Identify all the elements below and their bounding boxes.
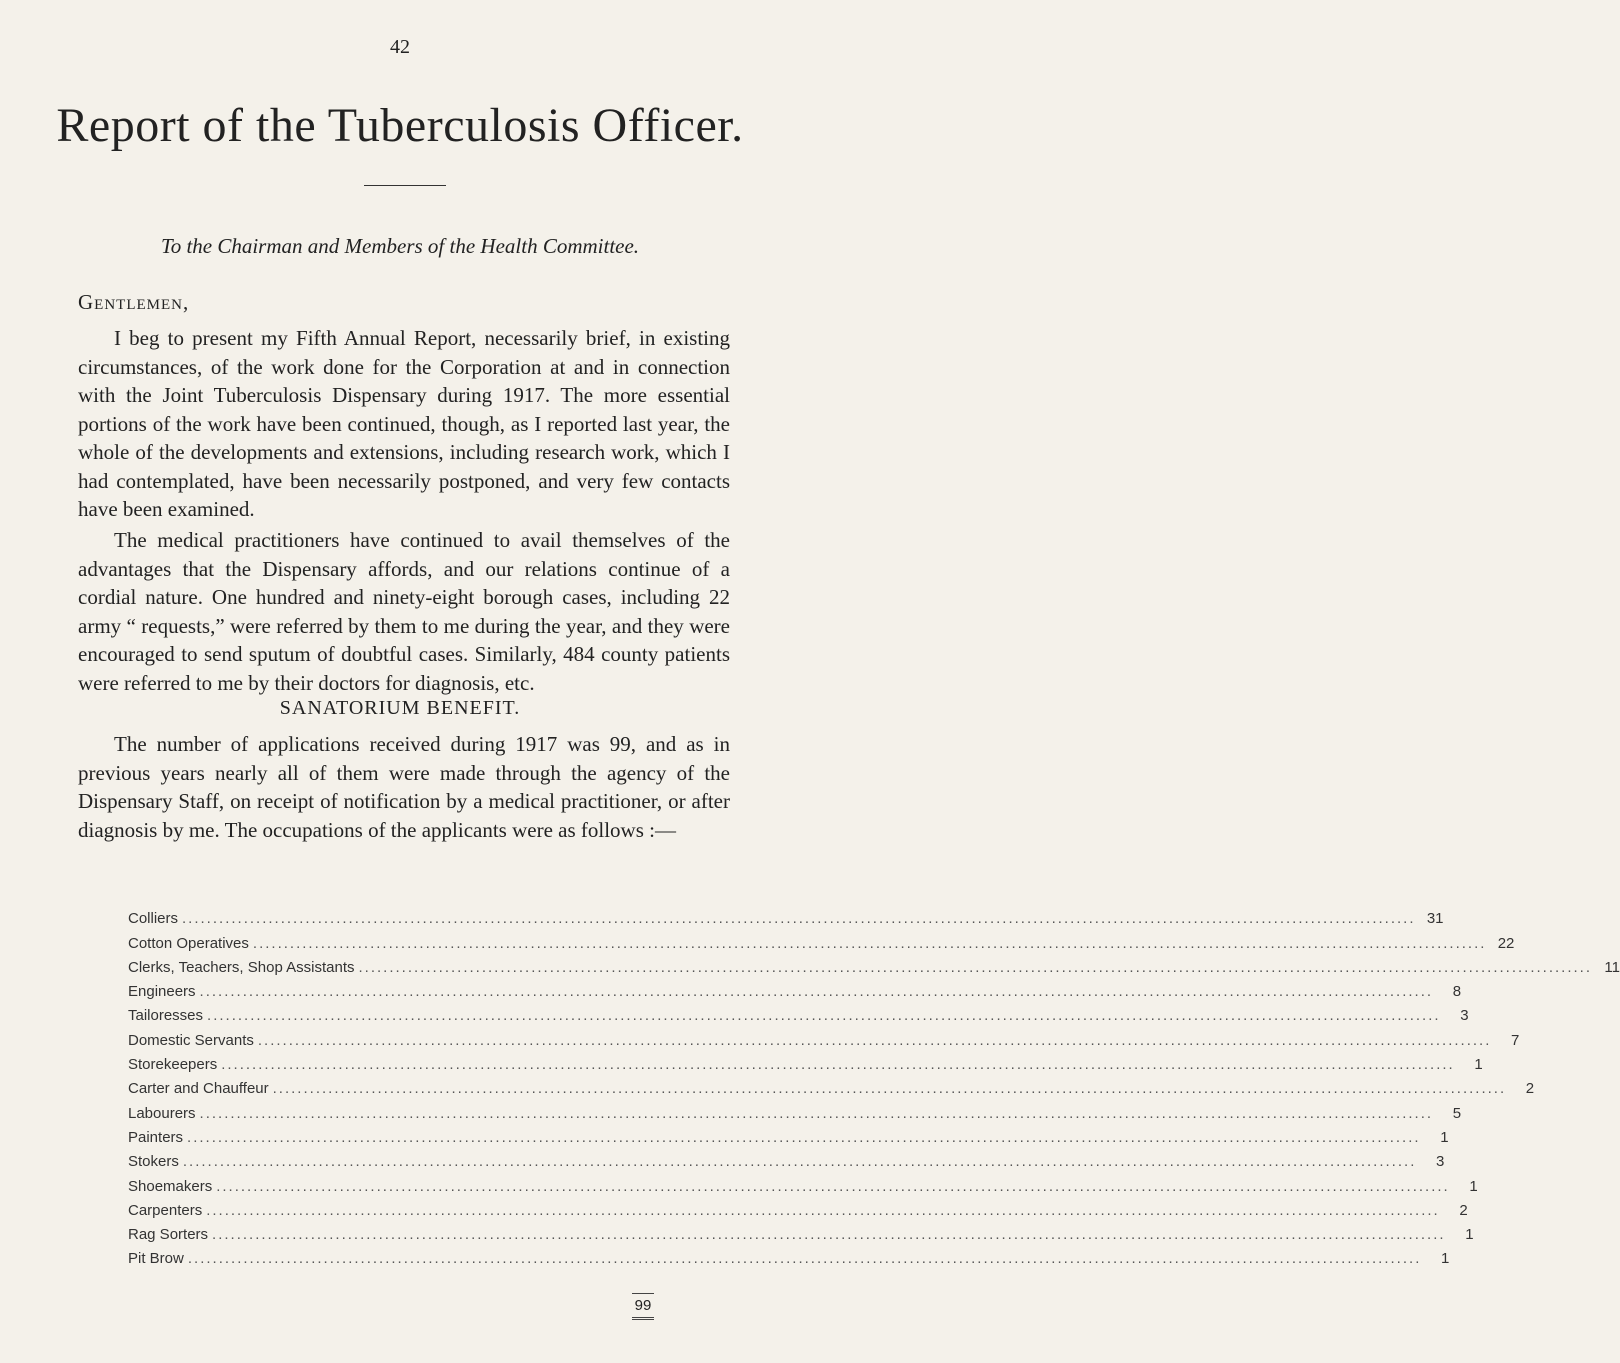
occupation-count: 2 <box>1525 1080 1535 1098</box>
occupation-name: Painters <box>128 1128 184 1146</box>
occupation-name: Domestic Servants <box>128 1031 254 1049</box>
dot-leader: ........................................................................................................................................................................................................ <box>221 1056 1455 1074</box>
section-heading: SANATORIUM BENEFIT. <box>279 697 521 719</box>
occupation-count: 1 <box>1469 1177 1478 1195</box>
table-row <box>128 952 1620 976</box>
report-title: Report of the Tuberculosis Officer. <box>56 99 744 152</box>
occupation-name: Carpenters <box>128 1201 203 1219</box>
table-row <box>128 1243 1450 1268</box>
occupation-count: 7 <box>1511 1031 1520 1049</box>
occupation-count: 5 <box>1452 1104 1462 1122</box>
occupation-name: Tailoresses <box>128 1007 204 1025</box>
occupations-total <box>626 1293 660 1320</box>
dot-leader: ........................................................................................................................................................................................................ <box>182 910 1416 928</box>
paragraph-intro: I beg to present my Fifth Annual Report, necessarily brief, in existing circumstances, of the work done for the Corporation at and in connection with the Joint Tuberculosis Dispensary during 1917. The more essential portions of the work have been continued, though, as I reported last year, the whole of the developments and extensions, including research work, which I had contemplated, have been necessarily postponed, and very few contacts have been examined. <box>78 326 730 521</box>
dot-leader: ........................................................................................................................................................................................................ <box>206 1201 1440 1219</box>
table-row <box>128 976 1462 1001</box>
table-row <box>128 1146 1445 1171</box>
dot-leader: ........................................................................................................................................................................................................ <box>216 1177 1450 1195</box>
dot-leader: ........................................................................................................................................................................................................ <box>207 1007 1441 1025</box>
occupation-name: Shoemakers <box>128 1177 213 1195</box>
table-row <box>128 1170 1478 1195</box>
occupation-name: Colliers <box>128 910 179 928</box>
occupation-name: Labourers <box>128 1104 196 1122</box>
occupation-count: 22 <box>1497 934 1515 952</box>
dot-leader: ........................................................................................................................................................................................................ <box>182 1153 1417 1171</box>
table-row <box>128 1195 1468 1219</box>
table-row <box>128 927 1515 952</box>
occupation-count: 8 <box>1452 983 1462 1001</box>
dot-leader: ........................................................................................................................................................................................................ <box>358 958 1592 976</box>
table-row <box>128 903 1444 928</box>
occupation-count: 31 <box>1426 910 1444 928</box>
occupation-name: Engineers <box>128 983 196 1001</box>
occupation-name: Cotton Operatives <box>128 934 249 952</box>
greeting: Gentlemen, <box>78 290 190 314</box>
occupation-count: 1 <box>1441 1250 1450 1268</box>
dot-leader: ........................................................................................................................................................................................................ <box>187 1128 1421 1146</box>
dot-leader: ........................................................................................................................................................................................................ <box>199 983 1434 1001</box>
page-number: 42 <box>390 36 410 58</box>
occupation-count: 2 <box>1459 1201 1468 1219</box>
table-row <box>128 1122 1449 1146</box>
paragraph-sanatorium: The number of applications received during 1917 was 99, and as in previous years nearly all of them were made through the agency of the Dispensary Staff, on receipt of notification by a medical practitioner, or after diagnosis by me. The occupations of the applicants were as follows :— <box>78 732 730 842</box>
occupation-name: Rag Sorters <box>128 1226 209 1244</box>
table-row <box>128 1024 1520 1049</box>
total-rule-bottom <box>632 1317 654 1320</box>
dot-leader: ........................................................................................................................................................................................................ <box>257 1031 1492 1049</box>
occupation-name: Pit Brow <box>128 1250 184 1268</box>
occupation-count: 3 <box>1460 1007 1469 1025</box>
occupation-name: Storekeepers <box>128 1056 218 1074</box>
occupation-name: Clerks, Teachers, Shop Assistants <box>128 958 355 976</box>
table-row <box>128 1000 1469 1025</box>
dot-leader: ........................................................................................................................................................................................................ <box>252 934 1487 952</box>
table-row <box>128 1219 1474 1244</box>
occupation-name: Carter and Chauffeur <box>128 1080 269 1098</box>
dot-leader: ........................................................................................................................................................................................................ <box>199 1104 1434 1122</box>
total-value: 99 <box>634 1297 652 1314</box>
occupation-count: 1 <box>1465 1226 1474 1244</box>
occupation-count: 3 <box>1436 1153 1445 1171</box>
dot-leader: ........................................................................................................................................................................................................ <box>187 1250 1422 1268</box>
table-row <box>128 1073 1535 1098</box>
occupation-count: 1 <box>1440 1128 1449 1146</box>
total-rule-top <box>632 1293 654 1294</box>
occupation-count: 11 <box>1604 958 1620 976</box>
addressee-line: To the Chairman and Members of the Health Committee. <box>160 234 640 258</box>
title-divider <box>364 185 446 186</box>
paragraph-practitioners: The medical practitioners have continued to avail themselves of the advantages that the Dispensary affords, and our relations continue of a cordial nature. One hundred and ninety-eight borough cases, including 22 army “ requests,” were referred by them to me during the year, and they were encouraged to send sputum of doubtful cases. Similarly, 484 county patients were referred to me by their doctors for diagnosis, etc. <box>78 528 730 695</box>
occupations-table <box>128 903 1620 1268</box>
occupation-count: 1 <box>1474 1056 1483 1074</box>
table-row <box>128 1049 1483 1074</box>
table-row <box>128 1097 1462 1122</box>
dot-leader: ........................................................................................................................................................................................................ <box>272 1080 1507 1098</box>
occupation-name: Stokers <box>128 1153 179 1171</box>
dot-leader: ........................................................................................................................................................................................................ <box>212 1226 1446 1244</box>
